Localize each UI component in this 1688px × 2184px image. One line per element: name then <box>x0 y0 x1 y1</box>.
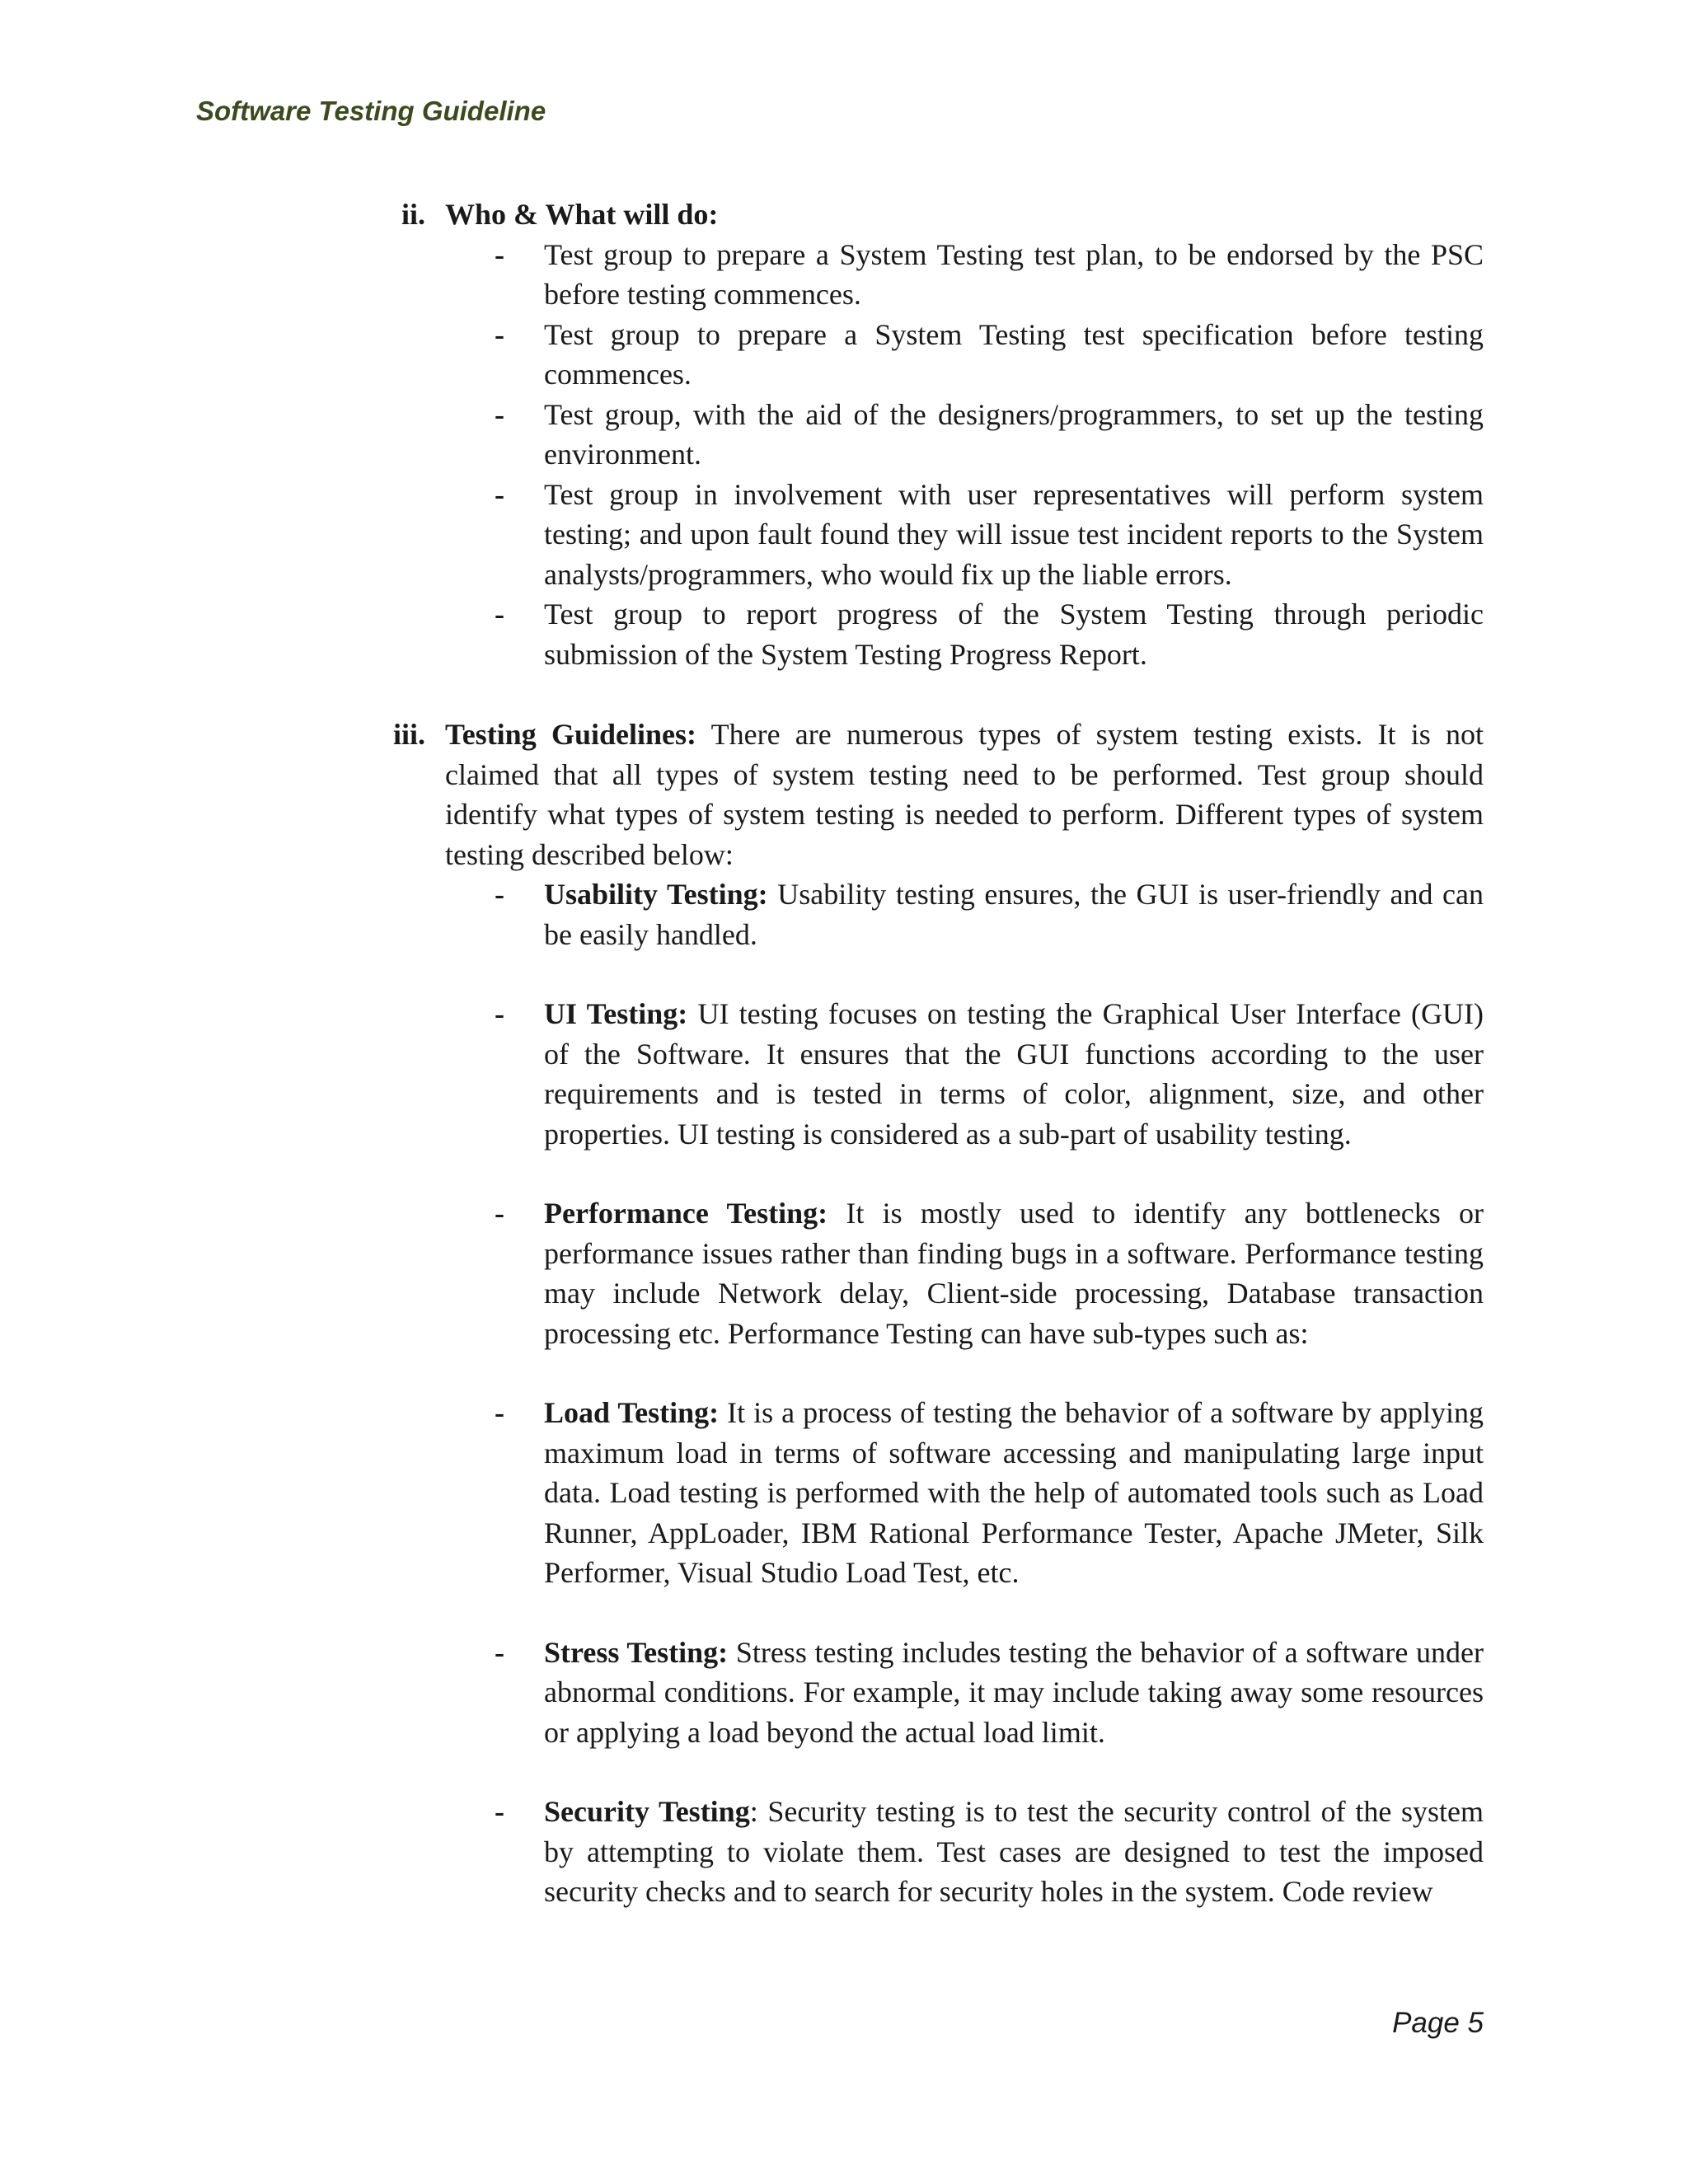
list-item <box>495 395 1484 475</box>
item-lead: UI Testing: <box>544 997 688 1030</box>
list-item-load-testing <box>495 1393 1484 1593</box>
page-number: Page 5 <box>1392 2007 1484 2039</box>
section-intro <box>445 715 1484 874</box>
item-text: Test group, with the aid of the designers/programmers, to set up the testing environment. <box>544 397 1484 471</box>
dash-bullet: - <box>495 477 504 511</box>
dash-bullet: - <box>495 878 504 911</box>
list-item-ui-testing <box>495 994 1484 1154</box>
section-who-what <box>363 194 1484 674</box>
item-text: : Security testing is to test the security control of the system by attempting to violate them. Test cases are designed to test the imposed security checks and to search for security holes in the system. Code review <box>544 1795 1484 1908</box>
section-number: ii. <box>401 198 425 231</box>
list-item-usability-testing <box>495 874 1484 954</box>
dash-bullet: - <box>495 1197 504 1230</box>
item-text: Test group to prepare a System Testing test specification before testing commences. <box>544 317 1484 391</box>
bullet-list <box>445 235 1484 675</box>
item-text: Test group to report progress of the System Testing through periodic submission of the System Testing Progress Report. <box>544 598 1484 671</box>
running-header: Software Testing Guideline <box>196 96 546 126</box>
item-text: It is mostly used to identify any bottlenecks or performance issues rather than finding bugs in a software. Performance testing may include Network delay, Client-side processing, Database transaction processing etc. Performance Testing can have sub-types such as: <box>544 1197 1484 1350</box>
section-testing-guidelines <box>363 715 1484 1912</box>
dash-bullet: - <box>495 317 504 351</box>
list-item-performance-testing <box>495 1193 1484 1353</box>
section-number: iii. <box>392 718 425 751</box>
item-text: It is a process of testing the behavior of a software by applying maximum load in terms of software accessing and manipulating large input data. Load testing is performed with the help of automated tools such as Load Runner, AppLoader, IBM Rational Performance Tester, Apache JMeter, Silk Performer, Visual Studio Load Test, etc. <box>544 1396 1484 1589</box>
item-lead: Stress Testing: <box>544 1635 729 1669</box>
section-title: Who & What will do: <box>445 198 719 231</box>
dash-bullet: - <box>495 1635 504 1669</box>
list-item-security-testing <box>495 1792 1484 1912</box>
item-lead: Load Testing: <box>544 1396 720 1429</box>
item-text: Usability testing ensures, the GUI is user-friendly and can be easily handled. <box>544 878 1484 951</box>
list-item-stress-testing <box>495 1633 1484 1753</box>
page-content <box>363 194 1484 1912</box>
dash-bullet: - <box>495 397 504 431</box>
item-text: UI testing focuses on testing the Graphical User Interface (GUI) of the Software. It ensures that the GUI functions according to the user requirements and is tested in terms of color, alignment, size, and other properties. UI testing is considered as a sub-part of usability testing. <box>544 997 1484 1151</box>
section-title: Testing Guidelines: <box>445 718 696 751</box>
dash-bullet: - <box>495 598 504 630</box>
item-lead: Performance Testing: <box>544 1197 828 1230</box>
item-lead: Usability Testing: <box>544 878 768 911</box>
intro-text: There are numerous types of system testing exists. It is not claimed that all types of system testing need to be performed. Test group should identify what types of system testing is needed to perform. Different types of system testing described below: <box>445 718 1484 871</box>
dash-bullet: - <box>495 1396 504 1429</box>
dash-bullet: - <box>495 1795 504 1828</box>
item-lead: Security Testing <box>544 1795 750 1828</box>
list-item <box>495 475 1484 595</box>
item-text: Test group in involvement with user representatives will perform system testing; and upon fault found they will issue test incident reports to the System analysts/programmers, who would fix up the liable errors. <box>544 477 1484 591</box>
list-item <box>495 594 1484 674</box>
dash-bullet: - <box>495 237 504 271</box>
testing-types-list <box>445 874 1484 1912</box>
list-item <box>495 235 1484 315</box>
list-item <box>495 315 1484 395</box>
item-text: Stress testing includes testing the behavior of a software under abnormal conditions. For example, it may include taking away some resources or applying a load beyond the actual load limit. <box>544 1635 1484 1749</box>
item-text: Test group to prepare a System Testing test plan, to be endorsed by the PSC before testing commences. <box>544 237 1484 311</box>
dash-bullet: - <box>495 997 504 1030</box>
